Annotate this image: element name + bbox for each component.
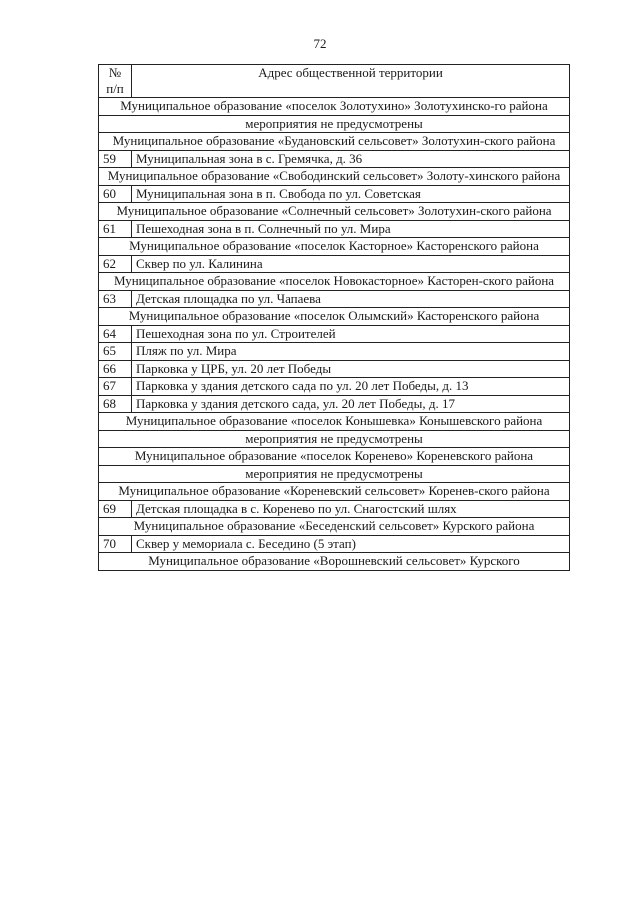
municipality-heading: Муниципальное образование «Кореневский сельсовет» Коренев-ского района (99, 483, 570, 501)
section-row (99, 308, 570, 326)
table-row (99, 290, 570, 308)
section-row (99, 553, 570, 571)
row-address: Детская площадка в с. Коренево по ул. Снагостский шлях (132, 500, 570, 518)
municipality-heading: Муниципальное образование «поселок Золотухино» Золотухинско-го района (99, 98, 570, 116)
section-row (99, 483, 570, 501)
row-number: 69 (99, 500, 132, 518)
address-table (98, 64, 570, 571)
row-address: Парковка у здания детского сада, ул. 20 лет Победы, д. 17 (132, 395, 570, 413)
municipality-heading: Муниципальное образование «Будановский сельсовет» Золотухин-ского района (99, 133, 570, 151)
table-row (99, 150, 570, 168)
row-address: Детская площадка по ул. Чапаева (132, 290, 570, 308)
row-number: 67 (99, 378, 132, 396)
municipality-heading: Муниципальное образование «поселок Олымский» Касторенского района (99, 308, 570, 326)
section-row (99, 133, 570, 151)
row-number: 63 (99, 290, 132, 308)
row-address: Пешеходная зона в п. Солнечный по ул. Мира (132, 220, 570, 238)
municipality-heading: Муниципальное образование «Беседенский сельсовет» Курского района (99, 518, 570, 536)
page-number: 72 (313, 36, 327, 51)
row-address: Парковка у здания детского сада по ул. 20 лет Победы, д. 13 (132, 378, 570, 396)
row-address: Муниципальная зона в п. Свобода по ул. Советская (132, 185, 570, 203)
table-row (99, 535, 570, 553)
table-row (99, 325, 570, 343)
table-body (99, 98, 570, 571)
section-row (99, 238, 570, 256)
section-row (99, 273, 570, 291)
row-number: 64 (99, 325, 132, 343)
municipality-heading: Муниципальное образование «поселок Коренево» Кореневского района (99, 448, 570, 466)
section-row (99, 448, 570, 466)
column-header-number: № п/п (99, 65, 132, 98)
section-row (99, 98, 570, 116)
row-address: Пляж по ул. Мира (132, 343, 570, 361)
row-number: 66 (99, 360, 132, 378)
section-row (99, 168, 570, 186)
table-row (99, 343, 570, 361)
row-address: Пешеходная зона по ул. Строителей (132, 325, 570, 343)
section-row (99, 203, 570, 221)
row-number: 62 (99, 255, 132, 273)
section-row (99, 518, 570, 536)
row-number: 59 (99, 150, 132, 168)
table-row (99, 255, 570, 273)
row-address: Парковка у ЦРБ, ул. 20 лет Победы (132, 360, 570, 378)
no-measures-note: мероприятия не предусмотрены (99, 115, 570, 133)
table-row (99, 378, 570, 396)
table-row (99, 360, 570, 378)
column-header-address: Адрес общественной территории (132, 65, 570, 98)
note-row (99, 465, 570, 483)
row-address: Сквер у мемориала с. Беседино (5 этап) (132, 535, 570, 553)
row-number: 61 (99, 220, 132, 238)
note-row (99, 115, 570, 133)
row-number: 60 (99, 185, 132, 203)
table-row (99, 185, 570, 203)
row-number: 70 (99, 535, 132, 553)
municipality-heading: Муниципальное образование «поселок Касторное» Касторенского района (99, 238, 570, 256)
municipality-heading: Муниципальное образование «Свободинский сельсовет» Золоту-хинского района (99, 168, 570, 186)
note-row (99, 430, 570, 448)
municipality-heading: Муниципальное образование «Солнечный сельсовет» Золотухин-ского района (99, 203, 570, 221)
row-number: 68 (99, 395, 132, 413)
municipality-heading: Муниципальное образование «поселок Конышевка» Конышевского района (99, 413, 570, 431)
table-row (99, 220, 570, 238)
municipality-heading: Муниципальное образование «Ворошневский сельсовет» Курского (99, 553, 570, 571)
section-row (99, 413, 570, 431)
table-header-row (99, 65, 570, 98)
table-row (99, 500, 570, 518)
no-measures-note: мероприятия не предусмотрены (99, 430, 570, 448)
row-number: 65 (99, 343, 132, 361)
no-measures-note: мероприятия не предусмотрены (99, 465, 570, 483)
table-row (99, 395, 570, 413)
row-address: Сквер по ул. Калинина (132, 255, 570, 273)
municipality-heading: Муниципальное образование «поселок Новокасторное» Касторен-ского района (99, 273, 570, 291)
row-address: Муниципальная зона в с. Гремячка, д. 36 (132, 150, 570, 168)
